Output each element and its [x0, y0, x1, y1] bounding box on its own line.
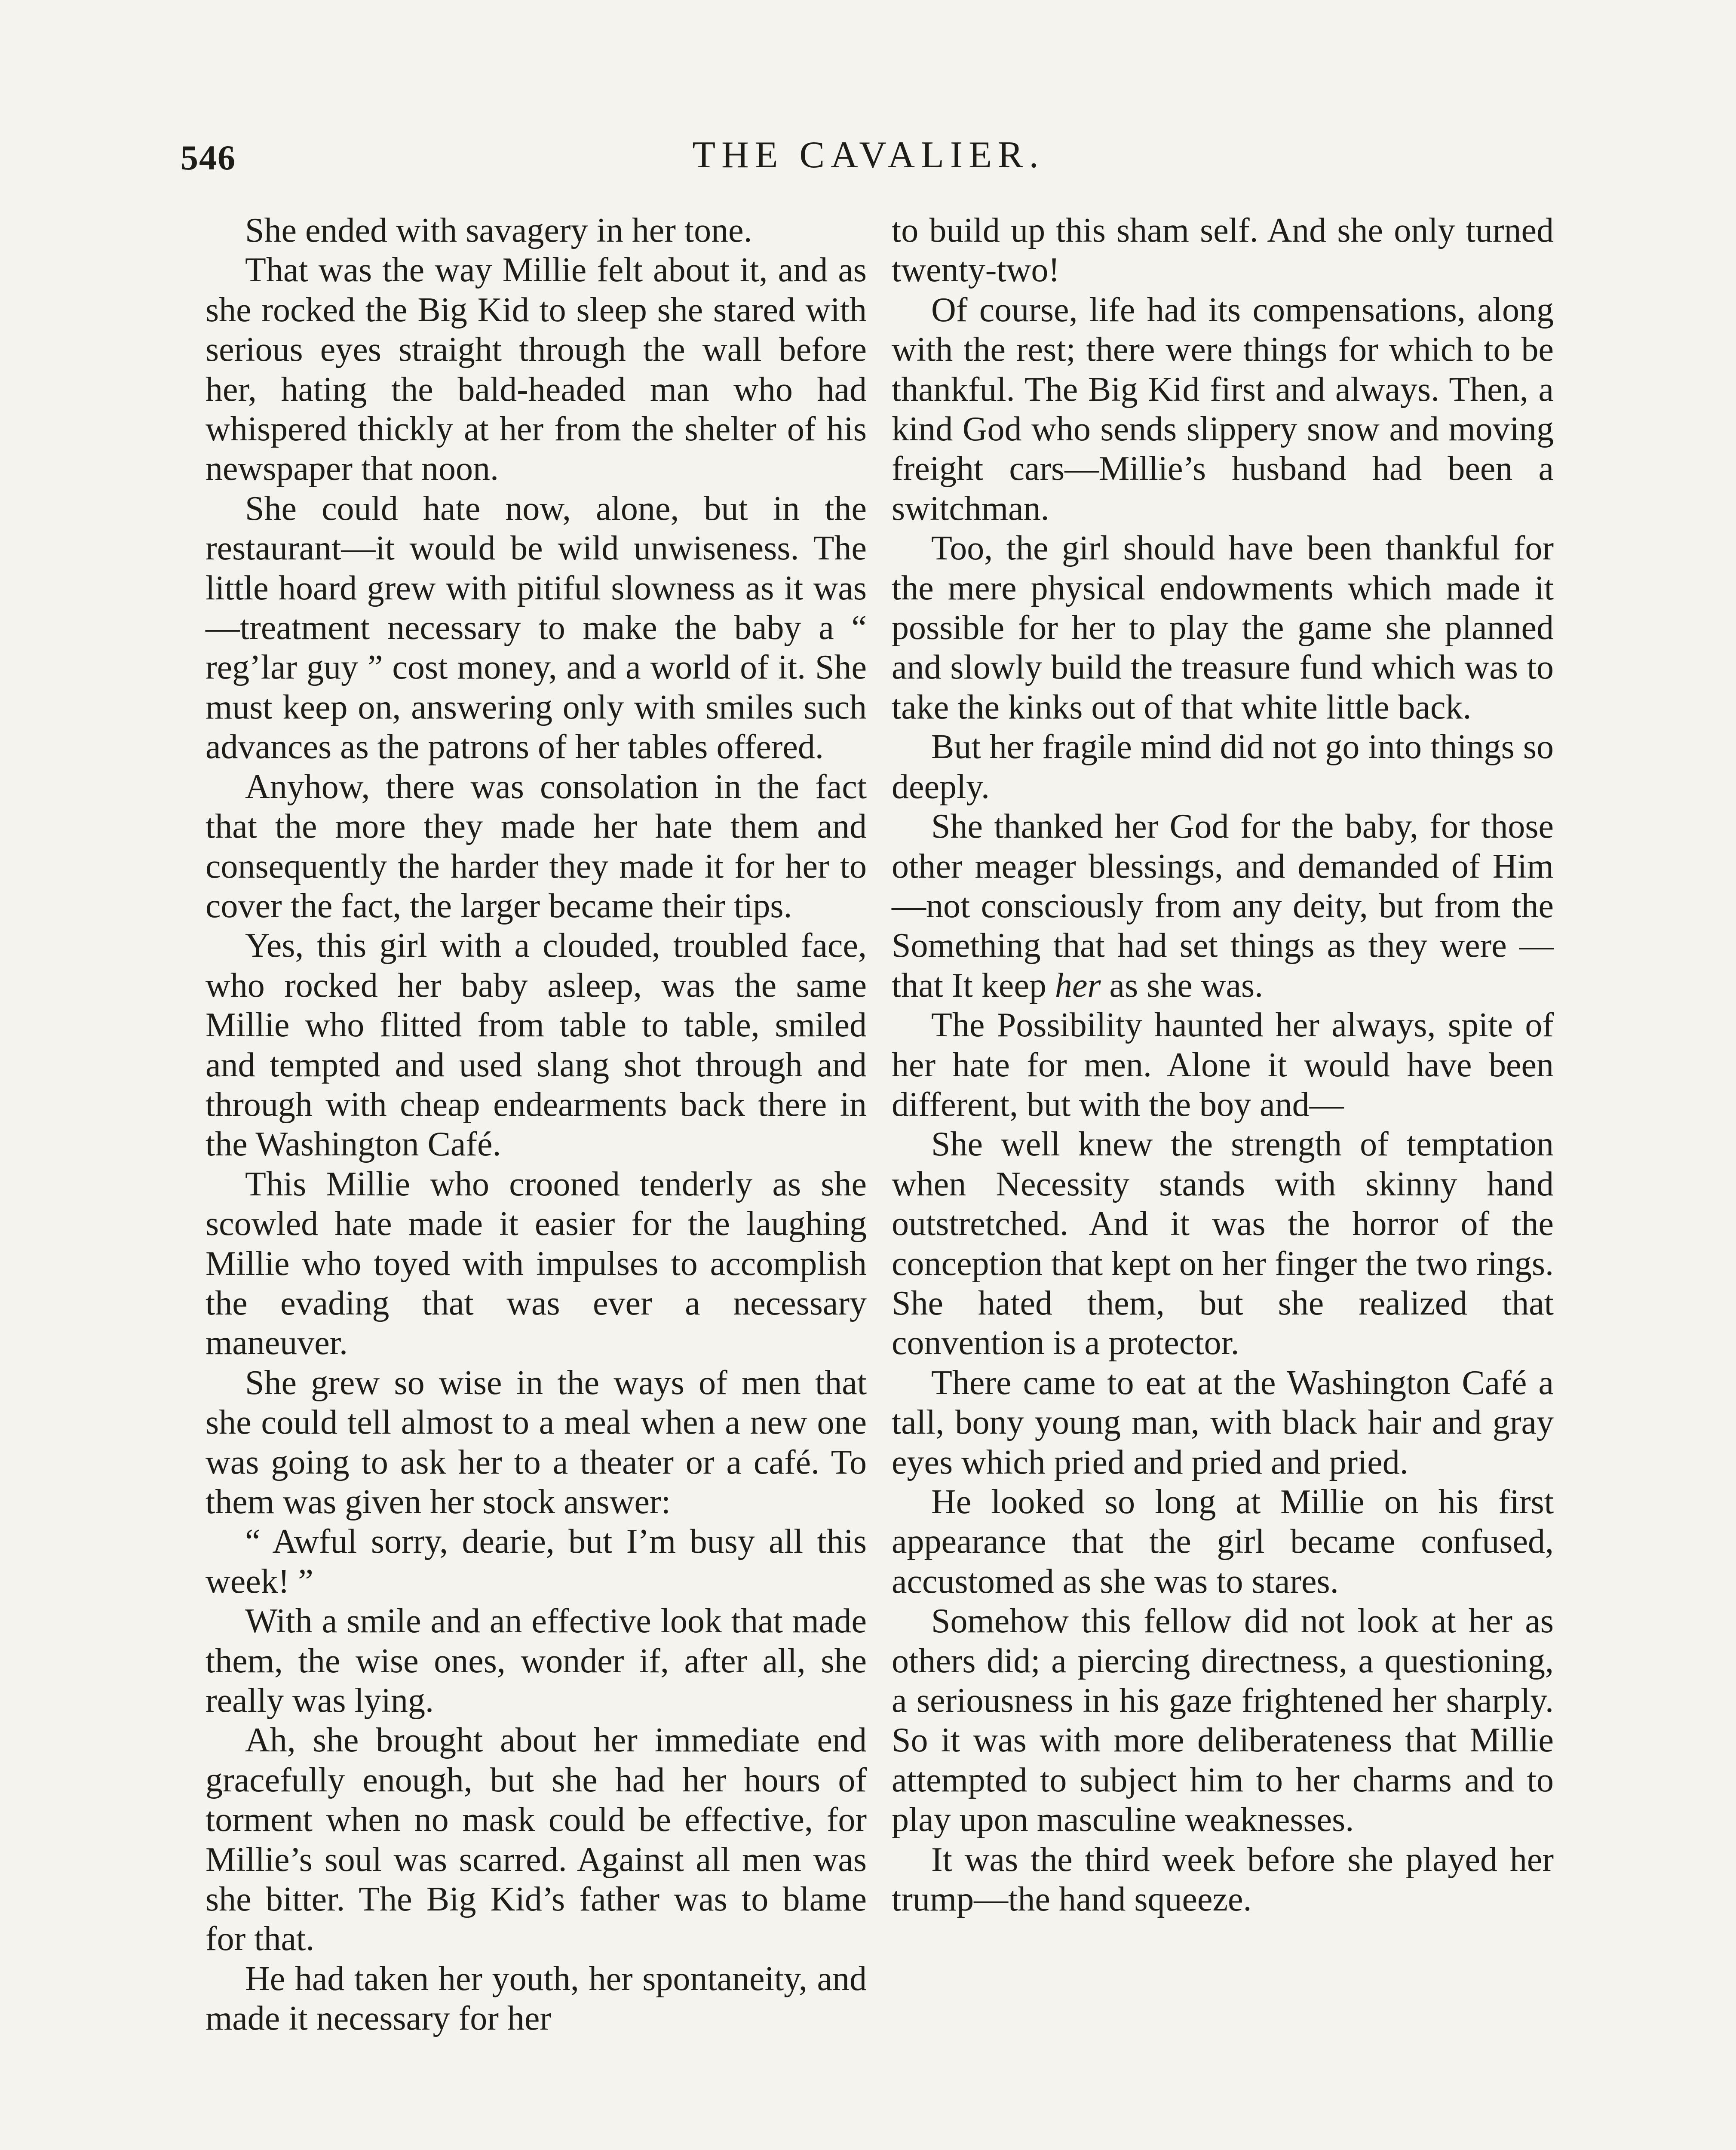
paragraph: Ah, she brought about her immediate end gracefully enough, but she had her hours of torment when no mask could be effective, for Millie’s soul was scarred. Against all men was she bitter. The Big Kid’s father was to blame for that.	[205, 1721, 867, 1958]
paragraph: She grew so wise in the ways of men that she could tell almost to a meal when a new one was going to ask her to a theater or a café. To them was given her stock answer:	[205, 1364, 867, 1521]
paragraph: This Millie who crooned tenderly as she scowled hate made it easier for the laughing Millie who toyed with impulses to accomplish the evading that was ever a necessary maneuver.	[205, 1165, 867, 1362]
paragraph: That was the way Millie felt about it, and as she rocked the Big Kid to sleep she stared with serious eyes straight through the wall before her, hating the bald-headed man who had whispered thickly at her from the shelter of his newspaper that noon.	[205, 251, 867, 488]
paragraph	[892, 807, 1554, 1005]
running-title: THE CAVALIER.	[692, 134, 1045, 176]
paragraph-text: as she was.	[1101, 966, 1264, 1004]
left-column	[205, 211, 867, 2039]
paragraph: Somehow this fellow did not look at her as others did; a piercing directness, a questioning, a seriousness in his gaze frightened her sharply. So it was with more deliberateness that Millie attempted to subject him to her charms and to play upon masculine weaknesses.	[892, 1602, 1554, 1839]
paragraph: The Possibility haunted her always, spite of her hate for men. Alone it would have been different, but with the boy and—	[892, 1006, 1554, 1124]
paragraph: She well knew the strength of temptation when Necessity stands with skinny hand outstretched. And it was the horror of the conception that kept on her finger the two rings. She hated them, but she realized that convention is a protector.	[892, 1125, 1554, 1362]
paragraph: Of course, life had its compensations, along with the rest; there were things for which to be thankful. The Big Kid first and always. Then, a kind God who sends slippery snow and moving freight cars—Millie’s husband had been a switchman.	[892, 291, 1554, 528]
paragraph: But her fragile mind did not go into things so deeply.	[892, 728, 1554, 806]
paragraph: She could hate now, alone, but in the restaurant—it would be wild unwiseness. The little hoard grew with pitiful slowness as it was—treatment necessary to make the baby a “ reg’lar guy ” cost money, and a world of it. She must keep on, answering only with smiles such advances as the patrons of her tables offered.	[205, 489, 867, 766]
paragraph: There came to eat at the Washington Café a tall, bony young man, with black hair and gray eyes which pried and pried and pried.	[892, 1364, 1554, 1481]
paragraph: He looked so long at Millie on his first appearance that the girl became confused, accustomed as she was to stares.	[892, 1483, 1554, 1600]
paragraph: She ended with savagery in her tone.	[245, 212, 752, 249]
page-header	[181, 129, 1556, 189]
paragraph-continuation: to build up this sham self. And she only turned twenty-two!	[892, 212, 1554, 289]
paragraph: Yes, this girl with a clouded, troubled face, who rocked her baby asleep, was the same Millie who flitted from table to table, smiled and tempted and used slang shot through and through with cheap endearments back there in the Washington Café.	[205, 927, 867, 1164]
page-number: 546	[181, 138, 236, 177]
emphasis: her	[1055, 966, 1101, 1004]
paragraph-text: She thanked her God for the baby, for those other meager blessings, and demanded of Him—not consciously from any deity, but from the Something that had set things as they were —that It keep	[892, 808, 1554, 1004]
paragraph: With a smile and an effective look that made them, the wise ones, wonder if, after all, she really was lying.	[205, 1602, 867, 1720]
paragraph: “ Awful sorry, dearie, but I’m busy all this week! ”	[205, 1523, 867, 1600]
right-column	[892, 211, 1554, 1919]
paragraph: Anyhow, there was consolation in the fact that the more they made her hate them and consequently the harder they made it for her to cover the fact, the larger became their tips.	[205, 768, 867, 925]
paragraph: He had taken her youth, her spontaneity, and made it necessary for her	[205, 1960, 867, 2038]
paragraph: It was the third week before she played her trump—the hand squeeze.	[892, 1840, 1554, 1919]
paragraph: Too, the girl should have been thankful for the mere physical endowments which made it possible for her to play the game she planned and slowly build the treasure fund which was to take the kinks out of that white little back.	[892, 529, 1554, 726]
